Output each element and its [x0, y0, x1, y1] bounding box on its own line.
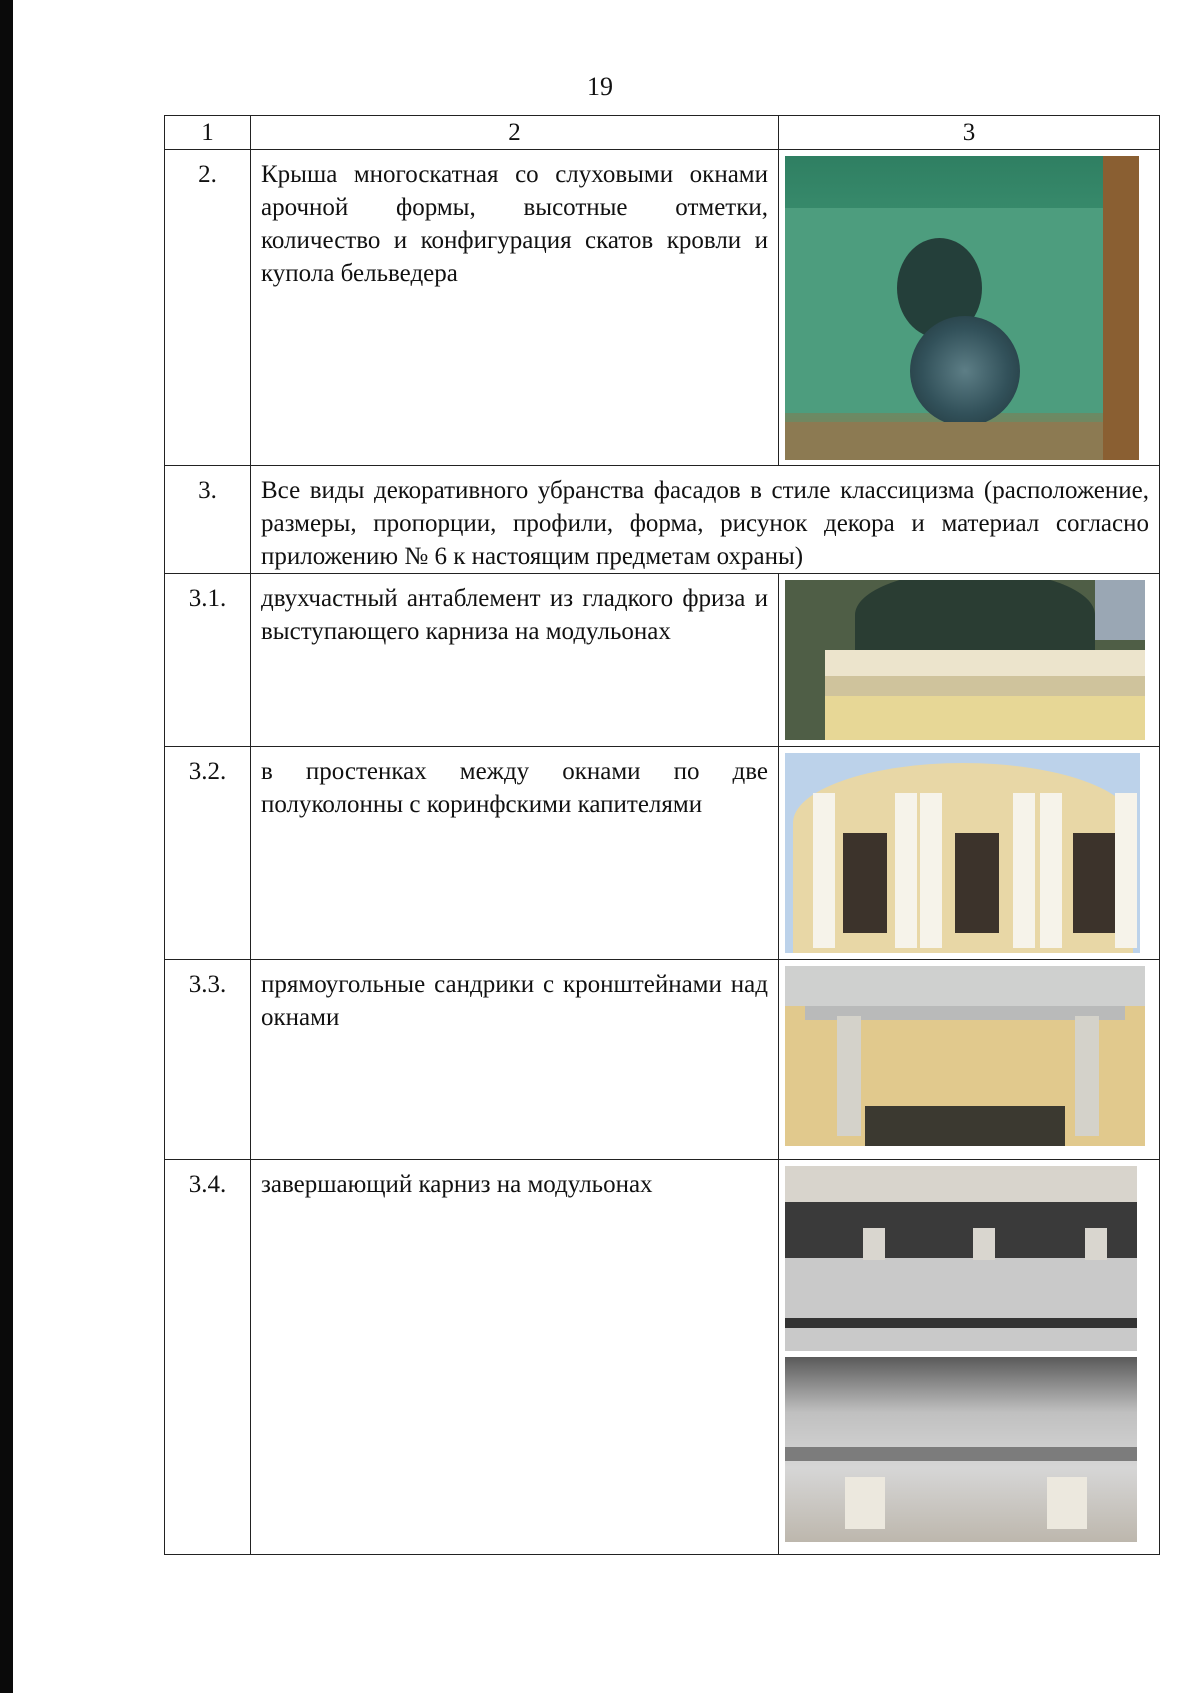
row-description: Все виды декоративного убранства фасадов в стиле классицизма (расположение, размеры, пропорции, профили, форма, рисунок декора и материал согласно приложению № 6 к настоящим предметам охраны) [251, 466, 1160, 574]
table-row [165, 747, 1160, 960]
row-photo-cell [779, 747, 1160, 960]
scan-edge-bar [0, 0, 13, 1693]
protection-table [164, 115, 1160, 1555]
row-photo-cell [779, 1160, 1160, 1555]
row-description: двухчастный антаблемент из гладкого фриза и выступающего карниза на модульонах [251, 574, 779, 747]
row-description: прямоугольные сандрики с кронштейнами над окнами [251, 960, 779, 1160]
row-number: 3.2. [165, 747, 251, 960]
row-number: 3.4. [165, 1160, 251, 1555]
table-row [165, 150, 1160, 466]
header-col-1: 1 [165, 116, 251, 150]
row-photo-cell [779, 960, 1160, 1160]
page-number: 19 [587, 72, 613, 101]
row-description: Крыша многоскатная со слуховыми окнами арочной формы, высотные отметки, количество и конфигурация скатов кровли и купола бельведера [251, 150, 779, 466]
entablature-photo [785, 580, 1145, 740]
row-number: 3.1. [165, 574, 251, 747]
row-photo-cell [779, 574, 1160, 747]
rotunda-columns-photo [785, 753, 1140, 953]
sandrik-photo [785, 966, 1145, 1146]
row-number: 3.3. [165, 960, 251, 1160]
row-number: 3. [165, 466, 251, 574]
table-row [165, 1160, 1160, 1555]
cornice-photo-top [785, 1166, 1137, 1351]
cornice-photo-bottom [785, 1357, 1137, 1542]
row-description: в простенках между окнами по две полуколонны с коринфскими капителями [251, 747, 779, 960]
table-row [165, 960, 1160, 1160]
header-col-2: 2 [251, 116, 779, 150]
header-col-3: 3 [779, 116, 1160, 150]
row-photo-cell [779, 150, 1160, 466]
table-row [165, 574, 1160, 747]
table-row [165, 466, 1160, 574]
row-description: завершающий карниз на модульонах [251, 1160, 779, 1555]
table-header-row [165, 116, 1160, 150]
row-number: 2. [165, 150, 251, 466]
aerial-roof-photo [785, 156, 1139, 460]
